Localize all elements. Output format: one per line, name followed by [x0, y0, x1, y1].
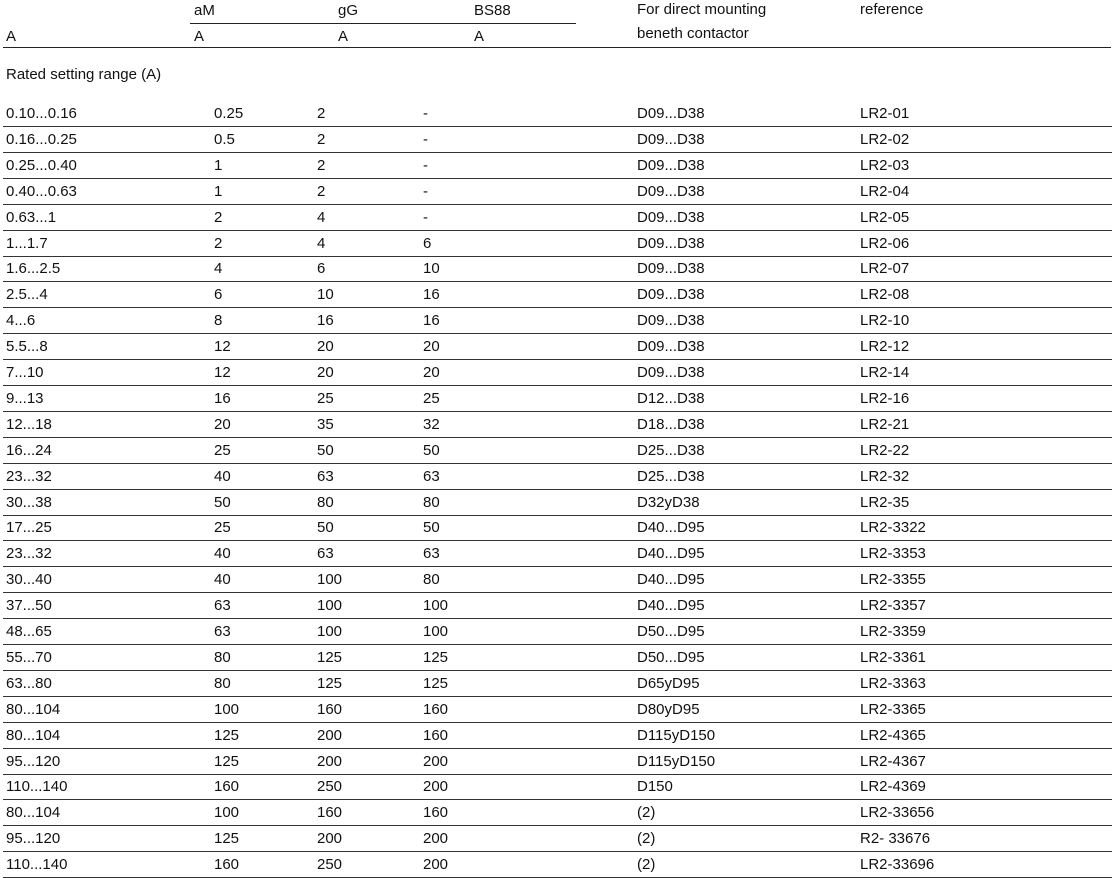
reference-cell: LR2-3353: [860, 545, 926, 563]
gg-cell: 2: [317, 156, 326, 174]
header-reference: reference: [860, 1, 924, 18]
am-cell: 125: [214, 830, 240, 848]
contactor-cell: D09...D38: [637, 286, 705, 304]
table-row: [0, 360, 1115, 386]
am-cell: 40: [214, 571, 231, 589]
gg-cell: 50: [317, 519, 334, 537]
contactor-cell: D115yD150: [637, 726, 716, 744]
gg-cell: 35: [317, 415, 334, 433]
am-cell: 80: [214, 674, 231, 692]
am-cell: 16: [214, 389, 231, 407]
header-contactor-line2: beneth contactor: [637, 25, 749, 42]
range-cell: 0.10...0.16: [6, 105, 77, 122]
gg-cell: 200: [317, 752, 343, 770]
bs88-cell: 160: [423, 726, 449, 744]
table-row: [0, 153, 1115, 179]
bs88-cell: -: [423, 182, 428, 200]
contactor-cell: D09...D38: [637, 312, 705, 330]
reference-cell: LR2-16: [860, 389, 910, 407]
bs88-cell: 16: [423, 286, 440, 304]
bs88-cell: 63: [423, 467, 440, 485]
contactor-cell: D09...D38: [637, 105, 705, 122]
range-cell: 12...18: [6, 415, 52, 433]
gg-cell: 25: [317, 389, 334, 407]
gg-cell: 2: [317, 182, 326, 200]
reference-cell: LR2-3357: [860, 597, 926, 615]
gg-cell: 200: [317, 830, 343, 848]
contactor-cell: (2): [637, 856, 656, 874]
table-row: [0, 567, 1115, 593]
range-cell: 0.63...1: [6, 208, 57, 226]
range-cell: 7...10: [6, 364, 44, 381]
reference-cell: R2- 33676: [860, 830, 931, 848]
contactor-cell: D09...D38: [637, 130, 705, 148]
range-cell: 9...13: [6, 389, 44, 407]
am-cell: 63: [214, 623, 231, 640]
contactor-cell: D80yD95: [637, 700, 700, 718]
contactor-cell: (2): [637, 804, 656, 822]
table-row: [0, 619, 1115, 645]
bs88-cell: 125: [423, 674, 449, 692]
range-cell: 110...140: [6, 856, 68, 874]
am-cell: 160: [214, 856, 240, 874]
gg-cell: 80: [317, 493, 334, 511]
am-cell: 125: [214, 726, 240, 744]
reference-cell: LR2-21: [860, 415, 910, 433]
contactor-cell: D09...D38: [637, 156, 705, 174]
am-cell: 25: [214, 441, 231, 459]
table-row: [0, 412, 1115, 438]
header-gg: gG: [338, 2, 359, 19]
reference-cell: LR2-4369: [860, 778, 926, 796]
reference-cell: LR2-4367: [860, 752, 926, 770]
reference-cell: LR2-3359: [860, 623, 926, 640]
contactor-cell: D150: [637, 778, 673, 796]
range-cell: 110...140: [6, 778, 68, 796]
reference-cell: LR2-3322: [860, 519, 926, 537]
gg-cell: 10: [317, 286, 334, 304]
range-cell: 37...50: [6, 597, 52, 615]
table-row: [0, 179, 1115, 205]
table-row: [0, 593, 1115, 619]
reference-cell: LR2-33696: [860, 856, 935, 874]
bs88-cell: 80: [423, 493, 440, 511]
bs88-cell: 160: [423, 804, 449, 822]
header-bs88: BS88: [474, 2, 511, 19]
header-contactor-line1: For direct mounting: [637, 1, 767, 18]
gg-cell: 20: [317, 364, 334, 381]
am-cell: 100: [214, 804, 240, 822]
gg-cell: 160: [317, 804, 343, 822]
reference-cell: LR2-01: [860, 105, 910, 122]
am-cell: 80: [214, 648, 231, 666]
range-cell: 55...70: [6, 648, 52, 666]
am-cell: 0.5: [214, 130, 235, 148]
table-row: [0, 308, 1115, 334]
reference-cell: LR2-4365: [860, 726, 926, 744]
gg-cell: 4: [317, 208, 326, 226]
contactor-cell: D09...D38: [637, 260, 705, 278]
gg-cell: 250: [317, 856, 343, 874]
header-group-rule: [190, 23, 576, 24]
reference-cell: LR2-14: [860, 364, 910, 381]
reference-cell: LR2-05: [860, 208, 910, 226]
am-cell: 63: [214, 597, 231, 615]
contactor-cell: D09...D38: [637, 234, 705, 252]
reference-cell: LR2-07: [860, 260, 910, 278]
am-cell: 100: [214, 700, 240, 718]
contactor-cell: D40...D95: [637, 519, 705, 537]
unit-am: A: [194, 28, 205, 45]
range-cell: 80...104: [6, 804, 61, 822]
am-cell: 125: [214, 752, 240, 770]
table-row: [0, 127, 1115, 153]
bs88-cell: 63: [423, 545, 440, 563]
am-cell: 1: [214, 156, 223, 174]
range-cell: 17...25: [6, 519, 52, 537]
am-cell: 1: [214, 182, 223, 200]
reference-cell: LR2-22: [860, 441, 910, 459]
bs88-cell: 32: [423, 415, 440, 433]
bs88-cell: -: [423, 208, 428, 226]
bs88-cell: 20: [423, 364, 440, 381]
range-cell: 2.5...4: [6, 286, 48, 304]
bs88-cell: 80: [423, 571, 440, 589]
range-cell: 30...38: [6, 493, 52, 511]
bs88-cell: 50: [423, 519, 440, 537]
gg-cell: 125: [317, 648, 343, 666]
am-cell: 160: [214, 778, 240, 796]
gg-cell: 100: [317, 623, 343, 640]
contactor-cell: D18...D38: [637, 415, 705, 433]
gg-cell: 200: [317, 726, 343, 744]
range-cell: 63...80: [6, 674, 52, 692]
am-cell: 50: [214, 493, 231, 511]
bs88-cell: 200: [423, 778, 449, 796]
bs88-cell: -: [423, 156, 428, 174]
reference-cell: LR2-3365: [860, 700, 926, 718]
am-cell: 40: [214, 467, 231, 485]
reference-cell: LR2-06: [860, 234, 910, 252]
unit-gg: A: [338, 28, 349, 45]
table-row: [0, 438, 1115, 464]
table-row: [0, 671, 1115, 697]
am-cell: 4: [214, 260, 223, 278]
bs88-cell: 50: [423, 441, 440, 459]
range-cell: 23...32: [6, 545, 52, 563]
range-cell: 16...24: [6, 441, 52, 459]
table-row: [0, 826, 1115, 852]
gg-cell: 50: [317, 441, 334, 459]
am-cell: 40: [214, 545, 231, 563]
contactor-cell: D12...D38: [637, 389, 705, 407]
contactor-cell: D09...D38: [637, 338, 705, 356]
gg-cell: 2: [317, 105, 326, 122]
bs88-cell: 6: [423, 234, 432, 252]
am-cell: 12: [214, 364, 231, 381]
reference-cell: LR2-03: [860, 156, 910, 174]
bs88-cell: -: [423, 130, 428, 148]
range-cell: 95...120: [6, 830, 61, 848]
contactor-cell: D50...D95: [637, 648, 705, 666]
am-cell: 2: [214, 234, 223, 252]
range-cell: 4...6: [6, 312, 36, 330]
bs88-cell: 16: [423, 312, 440, 330]
unit-range: A: [6, 28, 17, 45]
table-row: [0, 334, 1115, 360]
am-cell: 20: [214, 415, 231, 433]
header-am: aM: [194, 2, 215, 19]
reference-cell: LR2-3361: [860, 648, 926, 666]
table-row: [0, 697, 1115, 723]
unit-bs88: A: [474, 28, 485, 45]
table-row: [0, 205, 1115, 231]
contactor-cell: D40...D95: [637, 597, 705, 615]
gg-cell: 6: [317, 260, 326, 278]
range-cell: 23...32: [6, 467, 52, 485]
range-cell: 80...104: [6, 726, 61, 744]
gg-cell: 100: [317, 597, 343, 615]
table-row: [0, 852, 1115, 878]
bs88-cell: 100: [423, 623, 449, 640]
contactor-cell: D09...D38: [637, 208, 705, 226]
reference-cell: LR2-12: [860, 338, 910, 356]
gg-cell: 100: [317, 571, 343, 589]
range-cell: 5.5...8: [6, 338, 48, 356]
bs88-cell: 25: [423, 389, 440, 407]
contactor-cell: (2): [637, 830, 656, 848]
am-cell: 6: [214, 286, 223, 304]
gg-cell: 4: [317, 234, 326, 252]
gg-cell: 63: [317, 545, 334, 563]
reference-cell: LR2-33656: [860, 804, 935, 822]
gg-cell: 20: [317, 338, 334, 356]
table-row: [0, 515, 1115, 541]
table-row: [0, 541, 1115, 567]
gg-cell: 125: [317, 674, 343, 692]
bs88-cell: 200: [423, 752, 449, 770]
table-row: [0, 749, 1115, 775]
bs88-cell: -: [423, 105, 428, 122]
reference-cell: LR2-32: [860, 467, 910, 485]
table-row: [0, 464, 1115, 490]
reference-cell: LR2-3355: [860, 571, 926, 589]
reference-cell: LR2-08: [860, 286, 910, 304]
contactor-cell: D50...D95: [637, 623, 705, 640]
contactor-cell: D25...D38: [637, 467, 705, 485]
am-cell: 0.25: [214, 105, 244, 122]
range-cell: 1.6...2.5: [6, 260, 61, 278]
gg-cell: 160: [317, 700, 343, 718]
section-label: Rated setting range (A): [6, 66, 162, 83]
table-row: [0, 282, 1115, 308]
range-cell: 0.16...0.25: [6, 130, 77, 148]
am-cell: 8: [214, 312, 223, 330]
range-cell: 95...120: [6, 752, 61, 770]
range-cell: 80...104: [6, 700, 61, 718]
table-row: [0, 723, 1115, 749]
range-cell: 0.40...0.63: [6, 182, 77, 200]
gg-cell: 2: [317, 130, 326, 148]
table-row: [0, 490, 1115, 516]
table-row: [0, 774, 1115, 800]
reference-cell: LR2-35: [860, 493, 910, 511]
reference-cell: LR2-3363: [860, 674, 926, 692]
am-cell: 2: [214, 208, 223, 226]
header-rule: [3, 47, 1111, 48]
reference-cell: LR2-02: [860, 130, 910, 148]
contactor-cell: D40...D95: [637, 545, 705, 563]
table-row: [0, 101, 1115, 127]
gg-cell: 16: [317, 312, 334, 330]
bs88-cell: 200: [423, 856, 449, 874]
gg-cell: 63: [317, 467, 334, 485]
gg-cell: 250: [317, 778, 343, 796]
contactor-cell: D09...D38: [637, 364, 705, 381]
bs88-cell: 100: [423, 597, 449, 615]
contactor-cell: D25...D38: [637, 441, 705, 459]
am-cell: 12: [214, 338, 231, 356]
bs88-cell: 125: [423, 648, 449, 666]
table-row: [0, 256, 1115, 282]
reference-cell: LR2-10: [860, 312, 910, 330]
contactor-cell: D115yD150: [637, 752, 716, 770]
range-cell: 0.25...0.40: [6, 156, 77, 174]
table-row: [0, 386, 1115, 412]
contactor-cell: D65yD95: [637, 674, 700, 692]
reference-cell: LR2-04: [860, 182, 910, 200]
bs88-cell: 160: [423, 700, 449, 718]
range-cell: 1...1.7: [6, 234, 48, 252]
bs88-cell: 200: [423, 830, 449, 848]
contactor-cell: D40...D95: [637, 571, 705, 589]
contactor-cell: D32yD38: [637, 493, 700, 511]
range-cell: 30...40: [6, 571, 52, 589]
bs88-cell: 10: [423, 260, 440, 278]
bs88-cell: 20: [423, 338, 440, 356]
table-row: [0, 231, 1115, 257]
am-cell: 25: [214, 519, 231, 537]
table-row: [0, 800, 1115, 826]
contactor-cell: D09...D38: [637, 182, 705, 200]
range-cell: 48...65: [6, 623, 52, 640]
table-row: [0, 645, 1115, 671]
